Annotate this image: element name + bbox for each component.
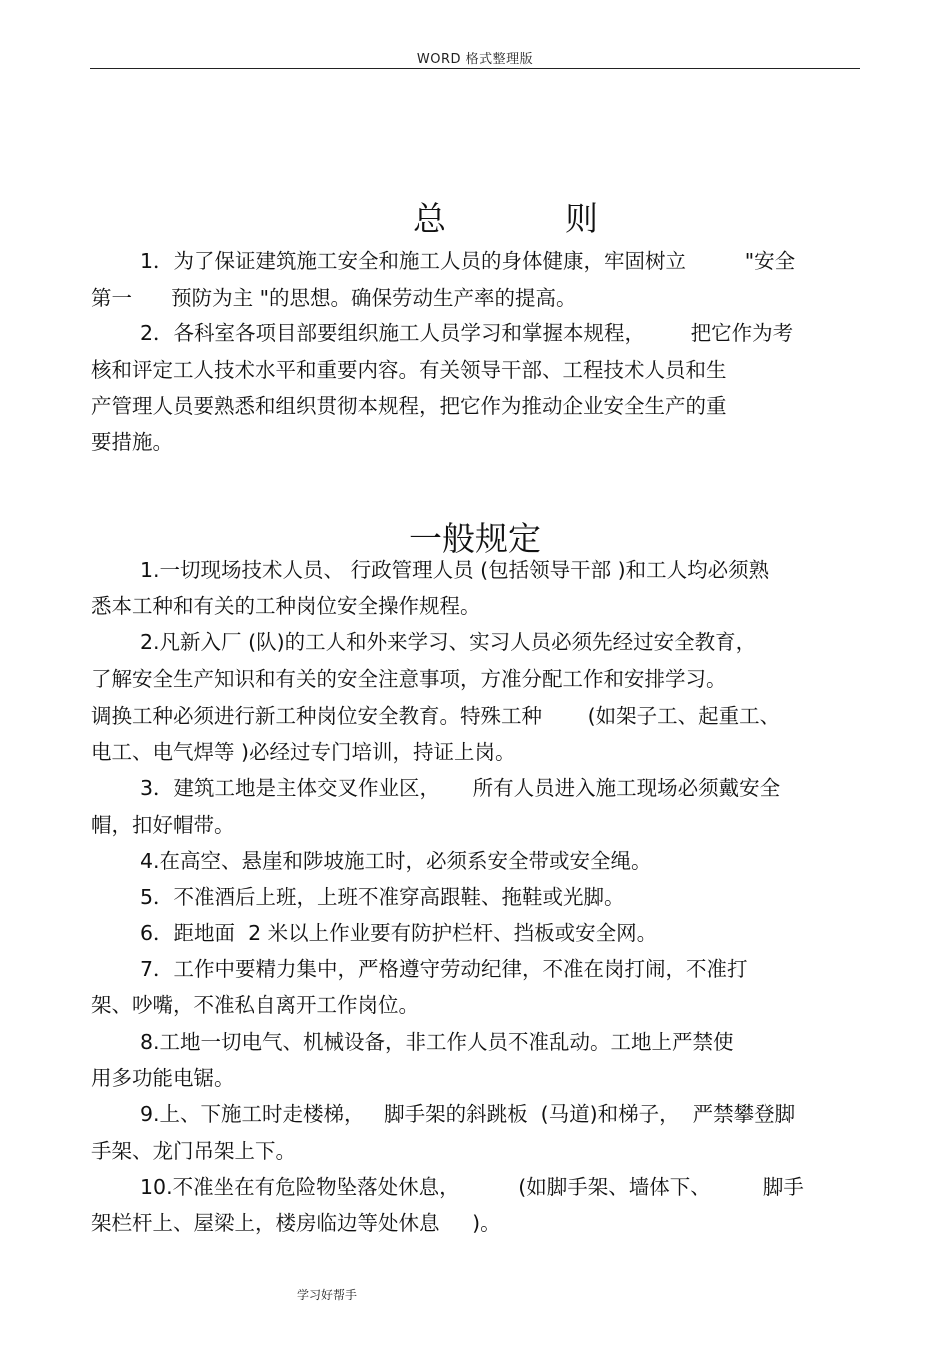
paragraph-line: 10.不准坐在有危险物坠落处休息， (如脚手架、墙体下、 脚手	[140, 1175, 804, 1199]
paragraph-line: 第一 预防为主 "的思想。确保劳动生产率的提高。	[91, 286, 577, 310]
page-footer: 学习好帮手	[297, 1288, 358, 1302]
paragraph-line: 架栏杆上、屋梁上，楼房临边等处休息 )。	[91, 1211, 501, 1235]
paragraph-line: 1．为了保证建筑施工安全和施工人员的身体健康，牢固树立 "安全	[140, 249, 796, 273]
paragraph-line: 产管理人员要熟悉和组织贯彻本规程，把它作为推动企业安全生产的重	[91, 394, 727, 418]
paragraph-line: 了解安全生产知识和有关的安全注意事项，方准分配工作和安排学习。	[91, 667, 727, 691]
paragraph-line: 手架、龙门吊架上下。	[91, 1139, 296, 1163]
paragraph-line: 2．各科室各项目部要组织施工人员学习和掌握本规程， 把它作为考	[140, 321, 794, 345]
section-title-char-2: 则	[565, 199, 598, 238]
paragraph-line: 9.上、下施工时走楼梯， 脚手架的斜跳板 (马道)和梯子， 严禁攀登脚	[140, 1102, 796, 1126]
paragraph-line: 7．工作中要精力集中，严格遵守劳动纪律，不准在岗打闹，不准打	[140, 957, 748, 981]
paragraph-line: 8.工地一切电气、机械设备，非工作人员不准乱动。工地上严禁使	[140, 1030, 734, 1054]
page-header: WORD 格式整理版	[416, 52, 534, 67]
paragraph-line: 电工、电气焊等 )必经过专门培训，持证上岗。	[91, 740, 516, 764]
paragraph-line: 用多功能电锯。	[91, 1066, 235, 1090]
paragraph-line: 调换工种必须进行新工种岗位安全教育。特殊工种 (如架子工、起重工、	[91, 704, 781, 728]
paragraph-line: 5．不准酒后上班，上班不准穿高跟鞋、拖鞋或光脚。	[140, 885, 625, 909]
paragraph-line: 3．建筑工地是主体交叉作业区， 所有人员进入施工现场必须戴安全	[140, 776, 781, 800]
section-title-char-1: 总	[413, 199, 446, 238]
paragraph-line: 要措施。	[91, 430, 173, 454]
paragraph-line: 帽，扣好帽带。	[91, 813, 235, 837]
paragraph-line: 4.在高空、悬崖和陟坡施工时，必须系安全带或安全绳。	[140, 849, 652, 873]
paragraph-line: 悉本工种和有关的工种岗位安全操作规程。	[91, 594, 481, 618]
header-divider	[90, 68, 860, 69]
paragraph-line: 架、吵嘴，不准私自离开工作岗位。	[91, 993, 419, 1017]
paragraph-line: 2.凡新入厂 (队)的工人和外来学习、实习人员必须先经过安全教育，	[140, 630, 757, 654]
paragraph-line: 6．距地面 2 米以上作业要有防护栏杆、挡板或安全网。	[140, 921, 658, 945]
paragraph-line: 1.一切现场技术人员、 行政管理人员 (包括领导干部 )和工人均必须熟	[140, 558, 770, 582]
section-title-rules: 一般规定	[409, 519, 541, 558]
paragraph-line: 核和评定工人技术水平和重要内容。有关领导干部、工程技术人员和生	[91, 358, 727, 382]
